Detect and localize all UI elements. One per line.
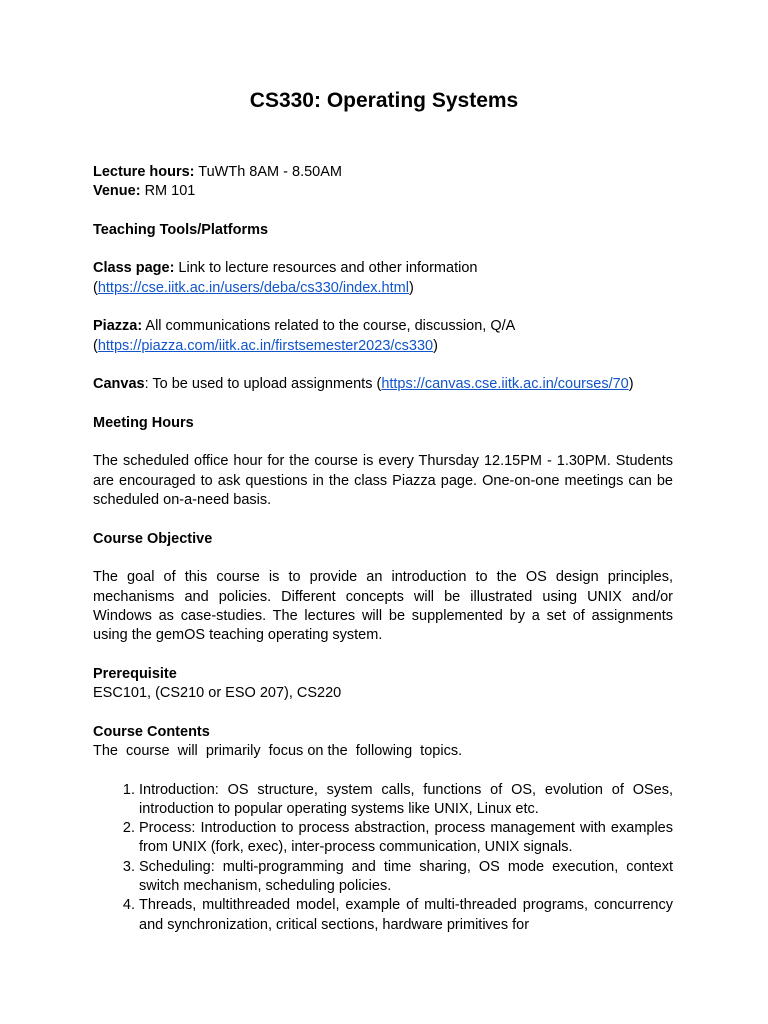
canvas-label: Canvas [93, 376, 145, 393]
lecture-hours-label: Lecture hours: [93, 164, 195, 180]
canvas-text: : To be used to upload assignments ( [144, 376, 382, 393]
lecture-hours-line [93, 163, 673, 182]
venue-line [93, 182, 673, 201]
tools-heading: Teaching Tools/Platforms [93, 221, 269, 238]
course-contents-heading: Course Contents [93, 723, 210, 740]
class-page-text: Link to lecture resources and other information [174, 260, 478, 277]
piazza-link[interactable]: https://piazza.com/iitk.ac.in/firstsemester2023/cs330 [97, 337, 434, 354]
class-page-link[interactable]: https://cse.iitk.ac.in/users/deba/cs330/index.html [97, 279, 409, 296]
venue-value: RM 101 [140, 183, 196, 200]
list-item: 4. Threads, multithreaded model, example of multi-threaded programs, concurrency and synchronization, critical sections, hardware primitives for [139, 896, 673, 935]
list-item: 2. Process: Introduction to process abstraction, process management with examples from UNIX (fork, exec), inter-process communication, UNIX signals. [139, 819, 673, 858]
lecture-hours-value: TuWTh 8AM - 8.50AM [194, 164, 342, 180]
page-title: CS330: Operating Systems [249, 89, 519, 112]
piazza-label: Piazza: [93, 318, 143, 335]
meeting-hours-heading: Meeting Hours [93, 414, 194, 431]
piazza-text: All communications related to the course, discussion, Q/A [142, 318, 516, 335]
meeting-hours-body: The scheduled office hour for the course is every Thursday 12.15PM - 1.30PM. Students are encouraged to ask questions in the class Piazza page. One-on-one meetings can be scheduled on-a-need basis. [93, 453, 673, 509]
course-contents-intro: The course will primarily focus on the following topics. [93, 742, 463, 759]
piazza-paragraph: Piazza: All communications related to the course, discussion, Q/A (https://piazza.com/iitk.ac.in/firstsemester2023/cs330) [93, 318, 516, 354]
document-body [93, 163, 673, 935]
canvas-paragraph: Canvas: To be used to upload assignments (https://canvas.cse.iitk.ac.in/courses/70) [93, 376, 634, 393]
class-page-paragraph: Class page: Link to lecture resources and other information (https://cse.iitk.ac.in/users/deba/cs330/index.html) [93, 260, 478, 296]
canvas-link[interactable]: https://canvas.cse.iitk.ac.in/courses/70 [381, 376, 629, 393]
course-objective-heading: Course Objective [93, 530, 213, 547]
list-item: 3. Scheduling: multi-programming and time sharing, OS mode execution, context switch mechanism, scheduling policies. [139, 858, 673, 897]
list-item: 1. Introduction: OS structure, system calls, functions of OS, evolution of OSes, introduction to popular operating systems like UNIX, Linux etc. [139, 781, 673, 820]
venue-label: Venue: [93, 183, 141, 200]
course-objective-body: The goal of this course is to provide an introduction to the OS design principles, mechanisms and policies. Different concepts will be illustrated using UNIX and/or Windows as case-studies. The lectures will be supplemented by a set of assignments using the gemOS teaching operating system. [93, 569, 673, 644]
topics-list [93, 781, 673, 935]
prerequisite-body: ESC101, (CS210 or ESO 207), CS220 [93, 685, 342, 702]
prerequisite-heading: Prerequisite [93, 665, 177, 682]
class-page-label: Class page: [93, 260, 175, 277]
